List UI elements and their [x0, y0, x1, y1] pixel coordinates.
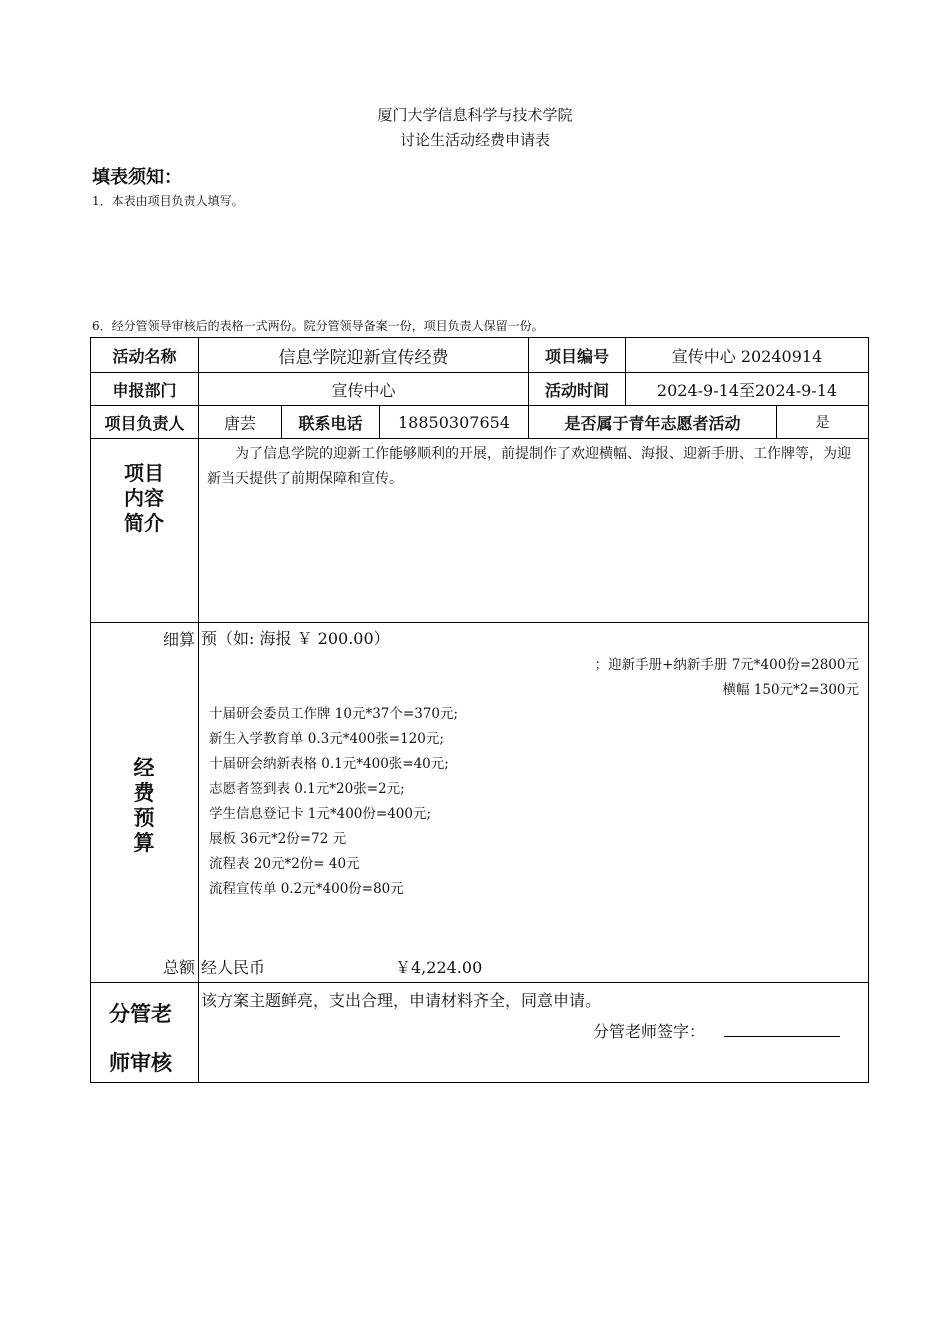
review-label-line-1: 分管老: [109, 1002, 172, 1026]
intro-text: 为了信息学院的迎新工作能够顺利的开展，前提制作了欢迎横幅、海报、迎新手册、工作牌等，为迎新当天提供了前期保障和宣传。: [207, 446, 851, 487]
budget-right-line-2: 横幅 150元*2=300元: [722, 682, 859, 698]
leader-value: 唐芸: [223, 413, 256, 433]
notice-heading: 填表须知：: [92, 167, 182, 188]
project-no-label: 项目编号: [544, 346, 609, 366]
activity-name-label: 活动名称: [112, 346, 177, 366]
intro-label: 项目内容简介: [124, 461, 164, 535]
budget-item: 流程宣传单 0.2元*400份=80元: [209, 881, 404, 897]
budget-item: 流程表 20元*2份= 40元: [209, 856, 360, 872]
dept-label: 申报部门: [112, 380, 177, 400]
document-title: 厦门大学信息科学与技术学院: [377, 106, 573, 124]
budget-item: 展板 36元*2份=72 元: [209, 831, 347, 847]
application-form: [90, 337, 869, 1083]
review-comment: 该方案主题鲜亮，支出合理，申请材料齐全，同意申请。: [201, 991, 602, 1010]
budget-item: 志愿者签到表 0.1元*20张=2元;: [209, 781, 405, 797]
phone-label: 联系电话: [298, 413, 363, 433]
budget-right-line-1: ；迎新手册+纳新手册 7元*400份=2800元: [594, 657, 859, 673]
signature-line: [724, 1036, 840, 1037]
total-prefix: 经人民币: [201, 958, 266, 977]
leader-label: 项目负责人: [104, 413, 185, 433]
budget-item: 学生信息登记卡 1元*400份=400元;: [209, 806, 432, 822]
project-no-value: 宣传中心 20240914: [671, 346, 823, 366]
volunteer-value: 是: [815, 415, 830, 431]
time-label: 活动时间: [544, 380, 609, 400]
budget-item: 十届研会委员工作牌 10元*37个=370元;: [209, 706, 459, 722]
volunteer-label: 是否属于青年志愿者活动: [564, 413, 741, 433]
phone-value: 18850307654: [398, 412, 510, 432]
budget-label: 经费预算: [133, 756, 155, 855]
activity-name-value: 信息学院迎新宣传经费: [278, 347, 449, 368]
budget-detail-label: 细算: [163, 630, 196, 649]
time-value: 2024-9-14至2024-9-14: [656, 380, 838, 400]
document-subtitle: 讨论生活动经费申请表: [399, 131, 550, 149]
notice-item-1: 1．本表由项目负责人填写。: [92, 194, 244, 208]
budget-item: 新生入学教育单 0.3元*400张=120元;: [209, 731, 444, 747]
dept-value: 宣传中心: [331, 380, 396, 400]
budget-first-line: 预（如: 海报 ￥ 200.00）: [201, 629, 390, 648]
total-label: 总额: [163, 958, 196, 977]
notice-item-6: 6．经分管领导审核后的表格一式两份。院分管领导备案一份，项目负责人保留一份。: [92, 319, 544, 333]
total-amount: ￥4,224.00: [395, 958, 483, 977]
review-label-line-2: 师审核: [109, 1051, 172, 1075]
budget-item: 十届研会纳新表格 0.1元*400张=40元;: [209, 756, 449, 772]
signature-label: 分管老师签字：: [593, 1022, 706, 1041]
